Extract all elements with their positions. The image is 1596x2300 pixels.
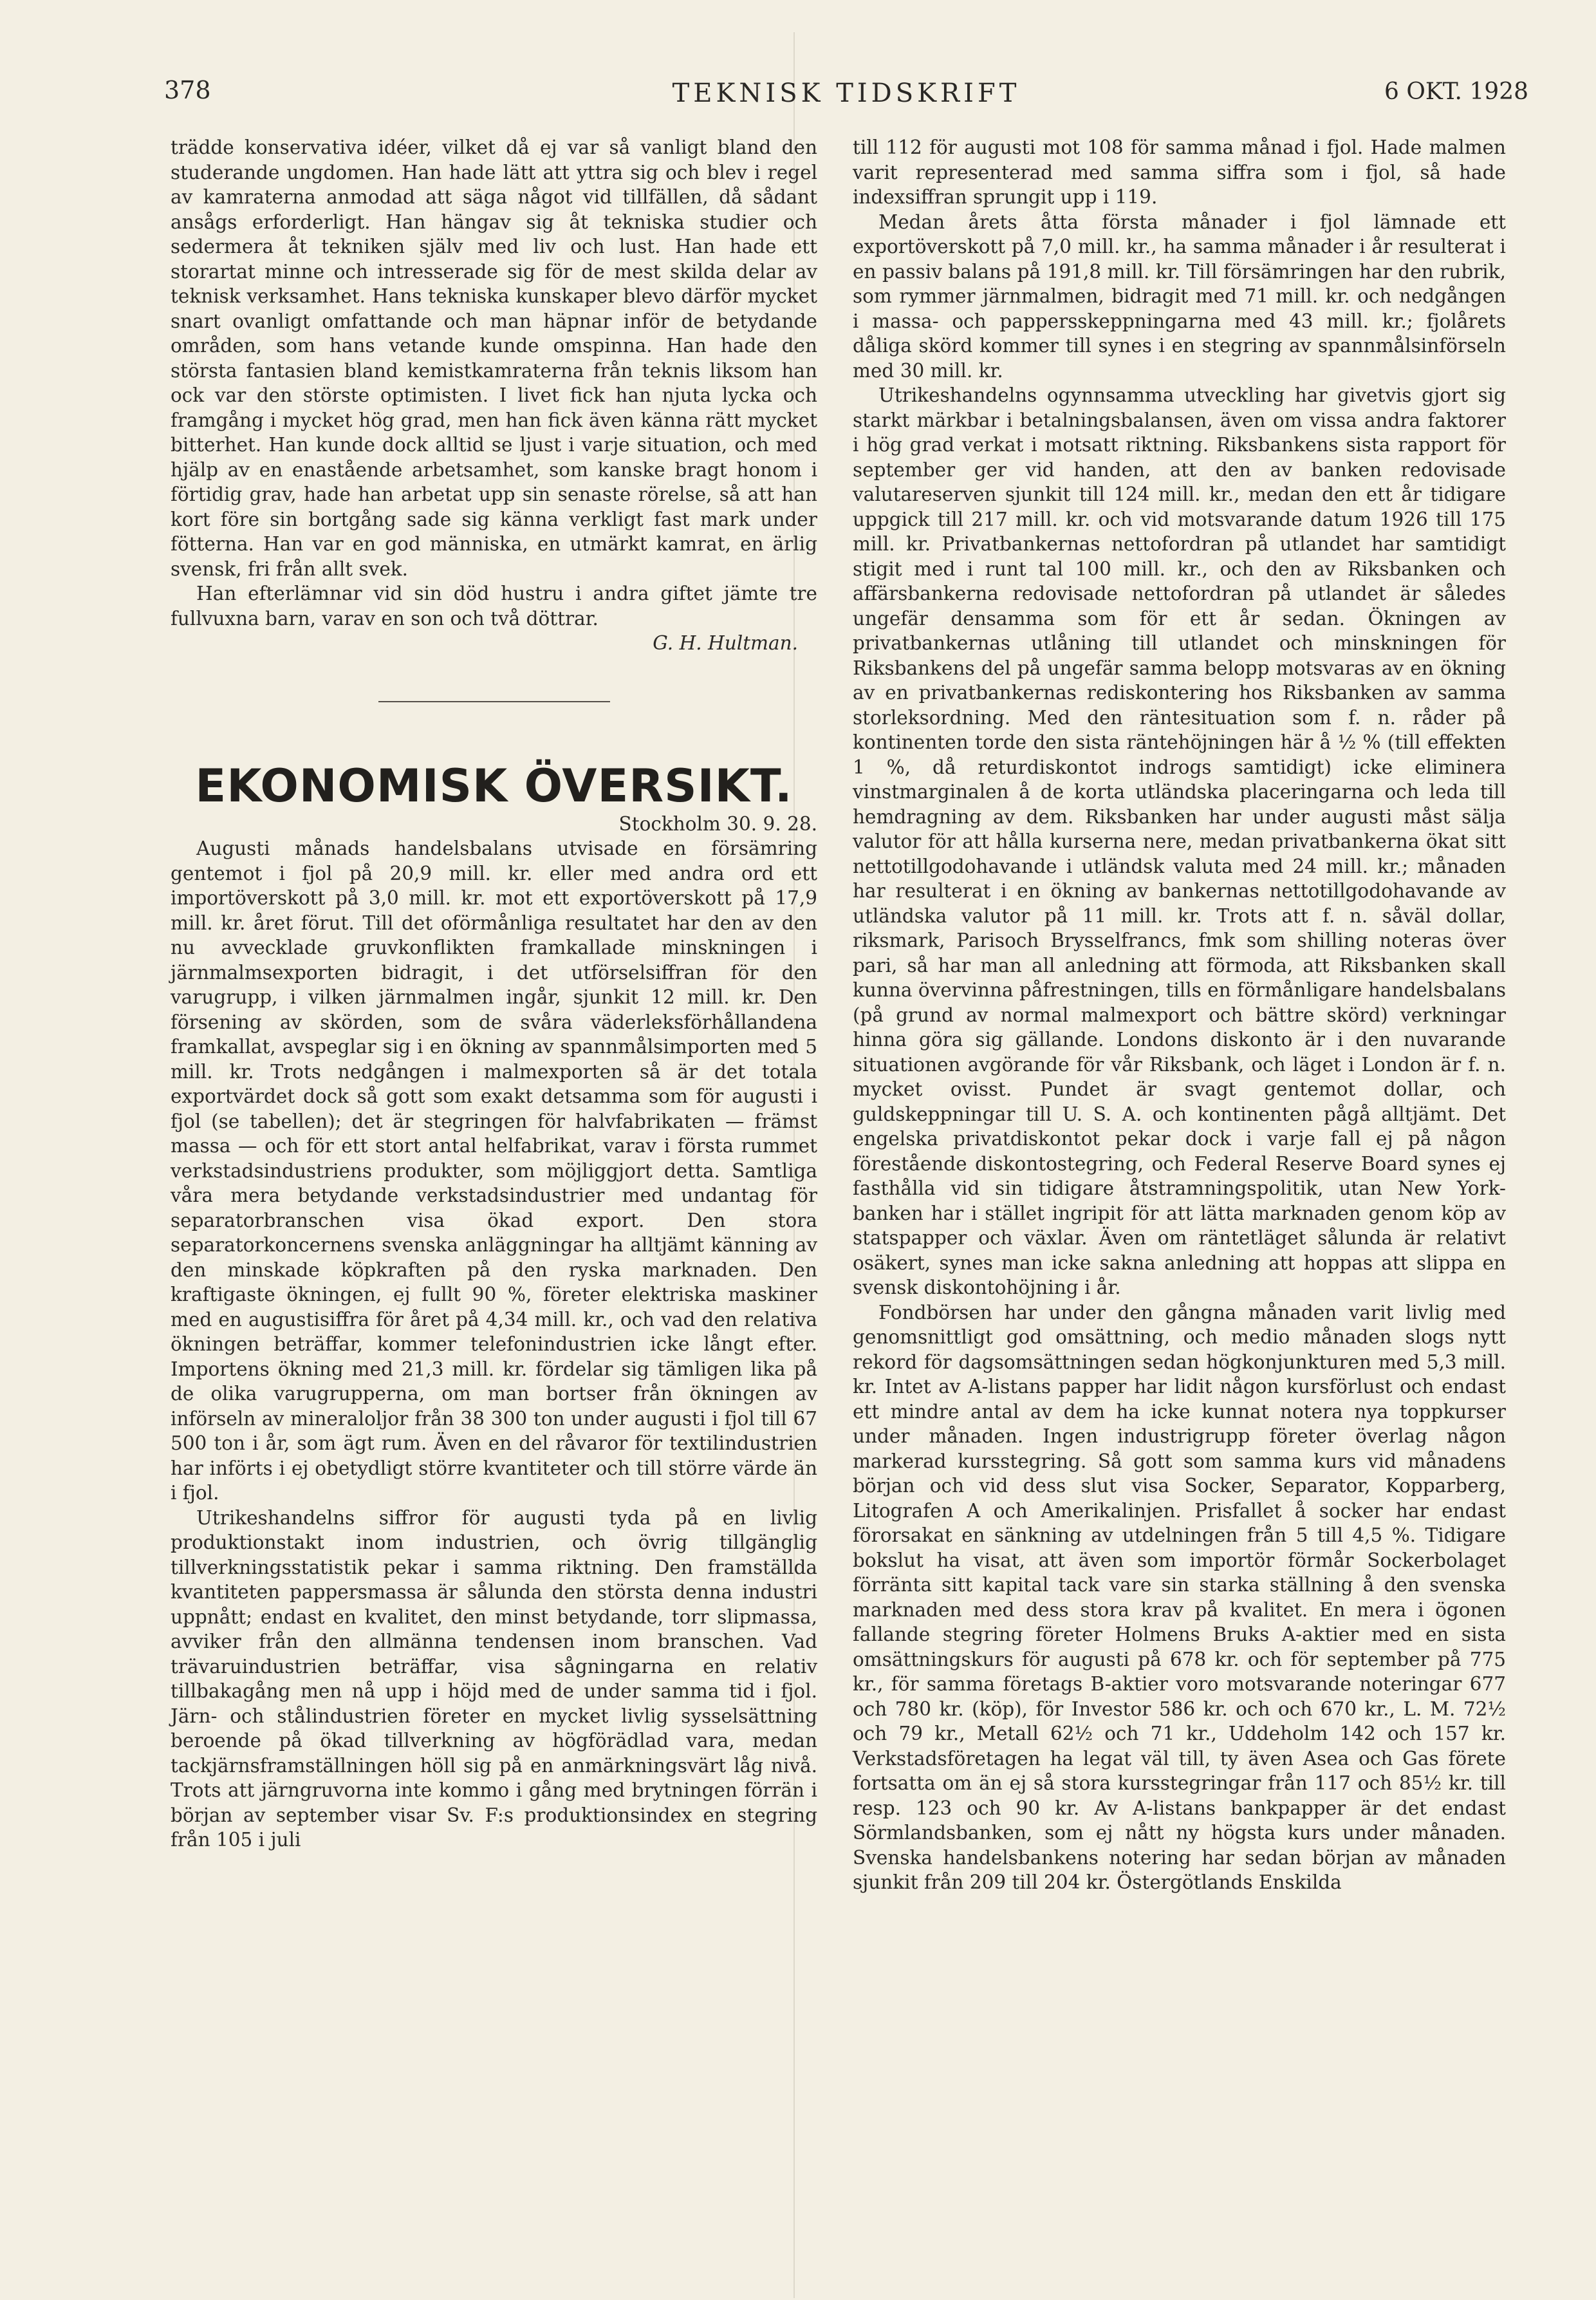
- issue-date: 6 OKT. 1928: [1384, 79, 1528, 105]
- left-column: [171, 135, 817, 1853]
- article-paragraph: Medan årets åtta första månader i fjol lämnade ett exportöverskott på 7,0 mill. kr., ha samma månader i år resulterat i en passiv balans på 191,8 mill. kr. Till försämringen har den rubrik, som rymmer järnmalmen, bidragit med 71 mill. kr. och nedgången i massa- och pappersskeppningarna med 43 mill. kr.; fjolårets dåliga skörd kommer till synes i en stegring av spannmålsinförseln med 30 mill. kr.: [853, 210, 1506, 382]
- section-divider: [378, 701, 610, 702]
- article-paragraph: Fondbörsen har under den gångna månaden varit livlig med genomsnittligt god omsättning, och medio månaden slogs nytt rekord för dagsomsättningen sedan högkonjunkturen med 5,3 mill. kr. Intet av A-listans papper har lidit någon kursförlust och endast ett mindre antal av dem ha icke kunnat notera nya toppkurser under månaden. Ingen industrigrupp företer överlag någon markerad kursstegring. Så gott som samma kurs vid månadens början och vid dess slut visa Socker, Separator, Kopparberg, Litografen A och Amerikalinjen. Prisfallet å socker har endast förorsakat en sänkning av utdelningen från 5 till 4,5 %. Tidigare bokslut ha visat, att även som importör förmår Sockerbolaget förränta sitt kapital tack vare sin starka ställning å den svenska marknaden med dess stora krav på kvalitet. En mera i ögonen fallande stegring företer Holmens Bruks A-aktier med en sista omsättningskurs för augusti på 678 kr. och för september på 775 kr., för samma företags B-aktier voro motsvarande noteringar 677 och 780 kr. (köp), för Investor 586 kr. och och 670 kr., L. M. 72½ och 79 kr., Metall 62½ och 71 kr., Uddeholm 142 och 157 kr. Verkstadsföretagen ha legat väl till, ty även Asea och Gas förete fortsatta om än ej så stora kursstegringar från 117 och 85½ kr. till resp. 123 och 90 kr. Av A-listans bankpapper är det endast Sörmlandsbanken, som ej nått ny högsta kurs under månaden. Svenska handelsbankens notering har sedan början av månaden sjunkit från 209 till 204 kr. Östergötlands Enskilda: [853, 1301, 1506, 1893]
- obituary-signature: G. H. Hultman.: [653, 632, 798, 654]
- journal-title: TEKNISK TIDSKRIFT: [672, 79, 1021, 108]
- section-title: EKONOMISK ÖVERSIKT.: [195, 759, 793, 812]
- page-header: [164, 76, 1528, 115]
- page-number: 378: [164, 76, 211, 104]
- obituary-paragraph: Han efterlämnar vid sin död hustru i andra giftet jämte tre fullvuxna barn, varav en son och två döttrar.: [171, 583, 817, 630]
- article-paragraph: till 112 för augusti mot 108 för samma månad i fjol. Hade malmen varit representerad med samma siffra som i fjol, så hade indexsiffran sprungit upp i 119.: [853, 136, 1506, 208]
- place-date: Stockholm 30. 9. 28.: [618, 812, 817, 835]
- article-paragraph: Utrikeshandelns siffror för augusti tyda på en livlig produktionstakt inom industrien, och övrig tillgänglig tillverkningsstatistik pekar i samma riktning. Den framställda kvantiteten pappersmassa är sålunda den största denna industri uppnått; endast en kvalitet, den minst betydande, torr slipmassa, avviker från den allmänna tendensen inom branschen. Vad trävaruindustrien beträffar, visa sågningarna en relativ tillbakagång men nå upp i höjd med de under samma tid i fjol. Järn- och stålindustrien företer en mycket livlig sysselsättning beroende på ökad tillverkning av högförädlad vara, medan tackjärnsframställningen höll sig på en anmärkningsvärt låg nivå. Trots att järngruvorna inte kommo i gång med brytningen förrän i början av september visar Sv. F:s produktionsindex en stegring från 105 i juli: [171, 1506, 817, 1851]
- article-paragraph: Augusti månads handelsbalans utvisade en försämring gentemot i fjol på 20,9 mill. kr. eller med andra ord ett importöverskott på 3,0 mill. kr. mot ett exportöverskott på 17,9 mill. kr. året förut. Till det oförmånliga resultatet har den av den nu avvecklade gruvkonflikten framkallade minskningen i järnmalmsexporten bidragit, i det utförselsiffran för den varugrupp, i vilken järnmalmen ingår, sjunkit 12 mill. kr. Den försening av skörden, som de svåra väderleksförhållandena framkallat, avspeglar sig i en ökning av spannmålsimporten med 5 mill. kr. Trots nedgången i malmexporten så är det totala exportvärdet dock så gott som exakt detsamma som för augusti i fjol (se tabellen); det är stegringen för halvfabrikaten — främst massa — och för ett stort antal helfabrikat, varav i första rummet verkstadsindustriens produkter, som möjliggjort detta. Samtliga våra mera betydande verkstadsindustrier med undantag för separatorbranschen visa ökad export. Den stora separatorkoncernens svenska anläggningar ha alltjämt känning av den minskade köpkraften på den ryska marknaden. Den kraftigaste ökningen, ej fullt 90 %, företer elektriska maskiner med en augustisiffra för året på 4,34 mill. kr., och vad den relativa ökningen beträffar, kommer telefonindustrien icke långt efter. Importens ökning med 21,3 mill. kr. fördelar sig tämligen lika på de olika varugrupperna, om man bortser från ökningen av införseln av mineraloljor från 38 300 ton under augusti i fjol till 67 500 ton i år, som ägt rum. Även en del råvaror för textilindustrien har införts i ej obetydligt större kvantiteter och till större värde än i fjol.: [171, 837, 817, 1504]
- article-paragraph: Utrikeshandelns ogynnsamma utveckling har givetvis gjort sig starkt märkbar i betalningsbalansen, även om vissa andra faktorer i hög grad verkat i motsatt riktning. Riksbankens sista rapport för september ger vid handen, att den av banken redovisade valutareserven sjunkit till 124 mill. kr., medan den ett år tidigare uppgick till 217 mill. kr. och vid motsvarande datum 1926 till 175 mill. kr. Privatbankernas nettofordran på utlandet har samtidigt stigit med i runt tal 100 mill. kr., och den av Riksbanken och affärsbankerna redovisade nettofordran på utlandet är således ungefär densamma som för ett år sedan. Ökningen av privatbankernas utlåning till utlandet och minskningen för Riksbankens del på ungefär samma belopp motsvaras av en ökning av en privatbankernas rediskontering hos Riksbanken av samma storleksordning. Med den räntesituation som f. n. råder på kontinenten torde den sista räntehöjningen här å ½ % (till effekten 1 %, då returdiskontot indrogs samtidigt) icke eliminera vinstmarginalen å de korta utländska placeringarna och leda till hemdragning av dem. Riksbanken har under augusti måst sälja valutor för att hålla kurserna nere, medan privatbankerna ökat sitt nettotillgodohavande i utländsk valuta med 24 mill. kr.; månaden har resulterat i en ökning av bankernas nettotillgodohavande av utländska valutor på 11 mill. kr. Trots att f. n. såväl dollar, riksmark, Parisoch Brysselfrancs, fmk som shilling noteras över pari, så har man all anledning att förmoda, att Riksbanken skall kunna övervinna påfrestningen, tills en förmånligare handelsbalans (på grund av normal malmexport och bättre skörd) verkningar hinna göra sig gällande. Londons diskonto är i den nuvarande situationen avgörande för vår Riksbank, och läget i London är f. n. mycket ovisst. Pundet är svagt gentemot dollar, och guldskeppningar till U. S. A. och kontinenten pågå alltjämt. Det engelska privatdiskontot pekar dock i varje fall ej på någon förestående diskontostegring, och Federal Reserve Board synes ej fasthålla vid sin tidigare åtstramningspolitik, utan New York-banken har i stället ingripit för att lätta marknaden genom köp av statspapper och växlar. Även om räntetläget sålunda är relativt osäkert, synes man icke sakna anledning att hoppas att slippa en svensk diskontohöjning i år.: [853, 384, 1506, 1298]
- right-column: [853, 135, 1506, 1895]
- obituary-paragraph: trädde konservativa idéer, vilket då ej var så vanligt bland den studerande ungdomen. Han hade lätt att yttra sig och blev i regel av kamraterna anmodad att säga något vid tillfällen, då sådant ansågs erforderligt. Han hängav sig åt tekniska studier och sedermera åt tekniken själv med liv och lust. Han hade ett storartat minne och intresserade sig för de mest skilda delar av teknisk verksamhet. Hans tekniska kunskaper blevo därför mycket snart ovanligt omfattande och man häpnar inför de betydande områden, som hans vetande kunde omspinna. Han hade den största fantasien bland kemistkamraterna från teknis liksom han ock var den störste optimisten. I livet fick han njuta lycka och framgång i mycket hög grad, men han fick även känna rätt mycket bitterhet. Han kunde dock alltid se ljust i varje situation, och med hjälp av en enastående arbetsamhet, som kanske bragt honom i förtidig grav, hade han arbetat upp sin senaste rörelse, så att han kort före sin bortgång sade sig känna verkligt fast mark under fötterna. Han var en god människa, en utmärkt kamrat, en ärlig svensk, fri från allt svek.: [171, 136, 817, 580]
